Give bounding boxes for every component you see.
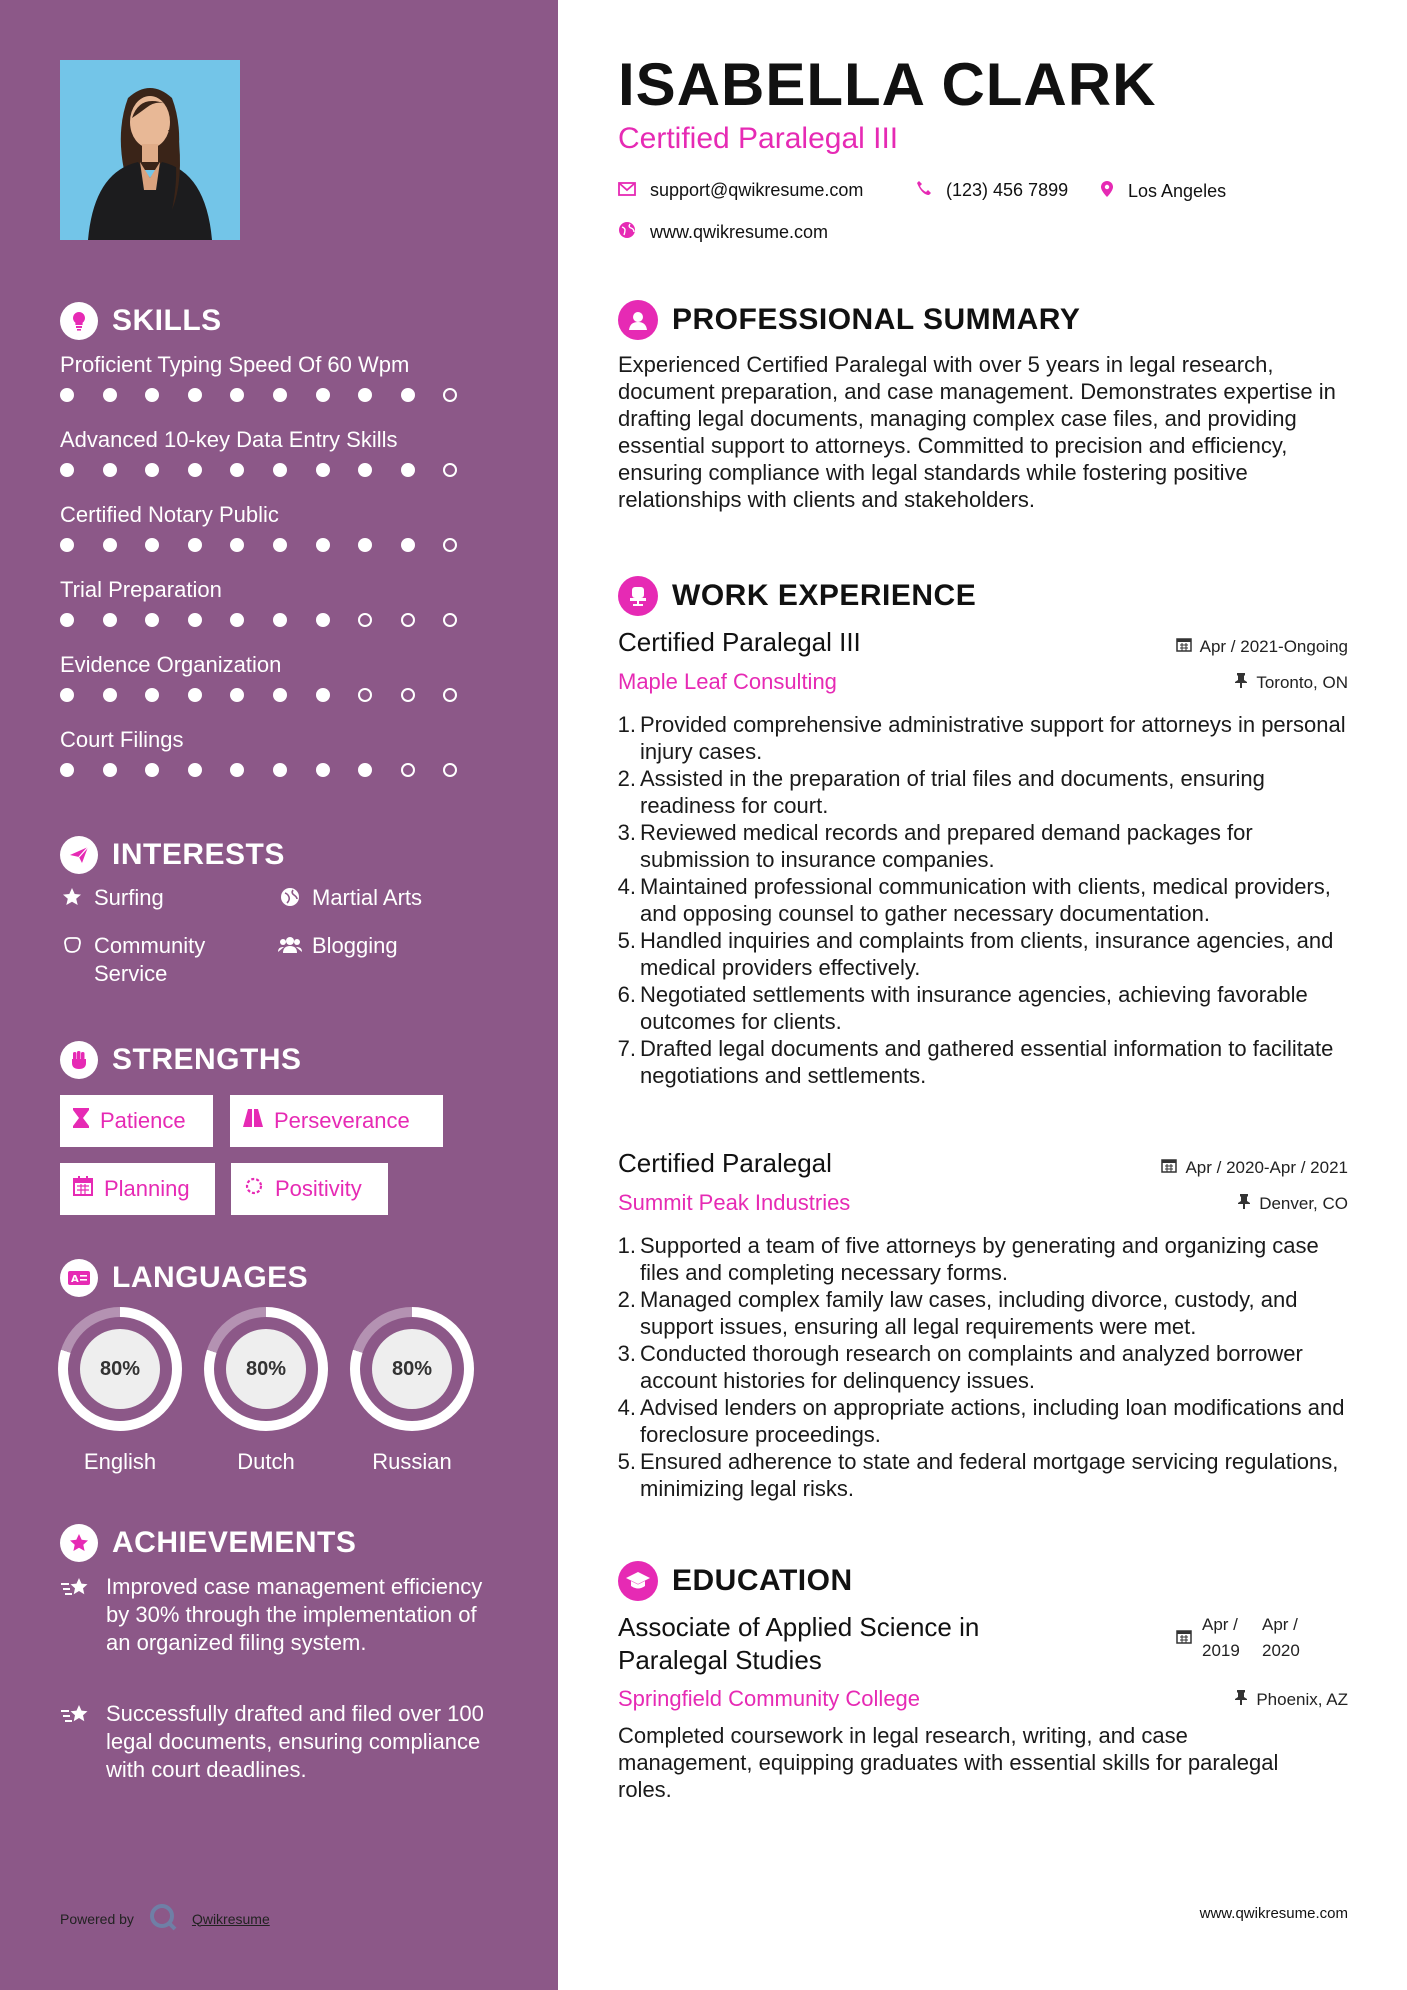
summary-heading <box>618 300 1080 340</box>
rating-dot-filled <box>145 688 159 702</box>
strength-chip-planning <box>60 1163 215 1215</box>
pushpin-icon <box>1234 1689 1248 1710</box>
globe-icon <box>278 884 302 912</box>
rating-dot-empty <box>443 763 457 777</box>
work-experience-heading <box>618 576 976 616</box>
education-heading <box>618 1561 853 1601</box>
shooting-star-icon <box>60 1573 94 1657</box>
duty-number: 1. <box>617 712 636 737</box>
duty-item <box>612 1448 1362 1502</box>
phone-text: (123) 456 7899 <box>946 180 1069 200</box>
star-icon <box>60 884 84 912</box>
strength-label: Perseverance <box>274 1108 410 1133</box>
rating-dot-empty <box>443 538 457 552</box>
duty-number: 5. <box>617 1449 636 1474</box>
calendar-icon <box>72 1175 94 1203</box>
rating-dot-filled <box>273 688 287 702</box>
road-icon <box>242 1108 264 1134</box>
duty-item <box>612 765 1362 819</box>
duty-item <box>612 873 1362 927</box>
briefcase-chair-icon <box>618 576 658 616</box>
duty-item <box>612 1232 1362 1286</box>
degree-title: Associate of Applied Science in Paralegal Studies <box>618 1612 980 1675</box>
rating-dot-filled <box>358 463 372 477</box>
rating-dot-filled <box>401 388 415 402</box>
rating-dot-empty <box>358 688 372 702</box>
company-name: Summit Peak Industries <box>618 1190 851 1215</box>
rating-dot-filled <box>188 538 202 552</box>
skill-name: Advanced 10-key Data Entry Skills <box>60 427 398 452</box>
calendar-icon <box>1161 1157 1177 1178</box>
duty-item <box>612 1286 1362 1340</box>
rating-dot-filled <box>230 463 244 477</box>
hand-icon <box>60 932 84 988</box>
rating-dot-filled <box>60 613 74 627</box>
language-name: English <box>83 1449 157 1474</box>
language-progress-ring <box>350 1307 474 1431</box>
website-contact[interactable] <box>618 221 828 244</box>
sidebar <box>0 0 558 1990</box>
duty-item <box>612 819 1362 873</box>
job-dates <box>1161 1157 1348 1178</box>
education-location-text: Phoenix, AZ <box>1256 1689 1348 1709</box>
rating-dot-filled <box>230 763 244 777</box>
achievement-item <box>60 1573 490 1657</box>
skill-name: Court Filings <box>60 727 184 752</box>
skill-rating <box>60 538 500 552</box>
calendar-icon <box>1176 636 1192 657</box>
skill-row <box>60 652 500 702</box>
duty-text: Conducted thorough research on complaints and analyzed borrower account histories for delinquency issues. <box>640 1341 1303 1393</box>
language-item <box>58 1307 182 1475</box>
education-title: EDUCATION <box>672 1564 853 1597</box>
job-dates-text: Apr / 2021-Ongoing <box>1199 636 1348 656</box>
medal-star-icon <box>60 1524 98 1562</box>
interest-blogging <box>278 932 398 960</box>
language-icon <box>60 1259 98 1297</box>
interest-martial-arts <box>278 884 422 912</box>
interests-heading <box>60 836 285 874</box>
duty-number: 6. <box>617 982 636 1007</box>
skill-row <box>60 577 500 627</box>
duty-number: 1. <box>617 1233 636 1258</box>
duty-text: Maintained professional communication with clients, medical providers, and opposing counsel to gather necessary documentation. <box>640 874 1331 926</box>
skill-row <box>60 427 500 477</box>
phone-icon <box>916 180 932 201</box>
duty-text: Provided comprehensive administrative support for attorneys in personal injury cases. <box>640 712 1346 764</box>
achievements-heading <box>60 1524 356 1562</box>
hourglass-icon <box>72 1107 90 1135</box>
achievement-text: Successfully drafted and filed over 100 legal documents, ensuring compliance with court deadlines. <box>106 1701 484 1782</box>
duty-text: Negotiated settlements with insurance agencies, achieving favorable outcomes for clients. <box>640 982 1308 1034</box>
rating-dot-filled <box>401 538 415 552</box>
rating-dot-filled <box>316 388 330 402</box>
rating-dot-filled <box>230 538 244 552</box>
duty-text: Handled inquiries and complaints from clients, insurance agencies, and medical providers effectively. <box>640 928 1334 980</box>
users-icon <box>278 932 302 960</box>
school-name: Springfield Community College <box>618 1686 921 1711</box>
duty-item <box>612 927 1362 981</box>
education-description: Completed coursework in legal research, writing, and case management, equipping graduates with essential skills for paralegal roles. <box>618 1723 1279 1802</box>
rating-dot-filled <box>145 463 159 477</box>
rating-dot-filled <box>401 463 415 477</box>
duty-item <box>612 981 1362 1035</box>
language-item <box>350 1307 474 1475</box>
rating-dot-filled <box>316 463 330 477</box>
skill-row <box>60 502 500 552</box>
rating-dot-empty <box>443 688 457 702</box>
rating-dot-filled <box>60 538 74 552</box>
rating-dot-filled <box>188 463 202 477</box>
powered-by <box>60 1902 270 1935</box>
rating-dot-empty <box>401 763 415 777</box>
shooting-star-icon <box>60 1700 94 1784</box>
rating-dot-filled <box>103 613 117 627</box>
lightbulb-icon <box>60 302 98 340</box>
summary-title: PROFESSIONAL SUMMARY <box>672 303 1081 336</box>
job-location-text: Toronto, ON <box>1256 672 1348 692</box>
language-percent: 80% <box>80 1329 160 1409</box>
email-text: support@qwikresume.com <box>650 180 864 200</box>
company-name: Maple Leaf Consulting <box>618 669 837 694</box>
rating-dot-filled <box>60 763 74 777</box>
interest-label: Blogging <box>312 933 398 958</box>
rating-dot-filled <box>230 688 244 702</box>
skill-rating <box>60 388 500 402</box>
job-title: Certified Paralegal <box>618 1148 832 1178</box>
job-dates <box>1176 636 1348 657</box>
interest-label: Surfing <box>94 885 164 910</box>
strengths-heading <box>60 1041 302 1079</box>
footer-website[interactable]: www.qwikresume.com <box>1199 1905 1348 1922</box>
candidate-role: Certified Paralegal III <box>618 122 899 155</box>
rating-dot-filled <box>103 688 117 702</box>
interest-surfing <box>60 884 164 912</box>
education-start-date: Apr / 2019 <box>1202 1615 1240 1660</box>
duty-number: 2. <box>617 1287 636 1312</box>
duty-text: Reviewed medical records and prepared demand packages for submission to insurance companies. <box>640 820 1253 872</box>
strength-chip-positivity <box>231 1163 388 1215</box>
rating-dot-filled <box>273 388 287 402</box>
rating-dot-filled <box>273 613 287 627</box>
language-percent: 80% <box>226 1329 306 1409</box>
duty-number: 5. <box>617 928 636 953</box>
phone-contact[interactable] <box>916 180 1068 201</box>
candidate-name: ISABELLA CLARK <box>618 51 1157 118</box>
language-name: Dutch <box>237 1449 295 1474</box>
rating-dot-filled <box>316 613 330 627</box>
skill-name: Proficient Typing Speed Of 60 Wpm <box>60 352 410 377</box>
rating-dot-filled <box>103 538 117 552</box>
job-location <box>1237 1193 1348 1214</box>
rating-dot-filled <box>316 688 330 702</box>
rating-dot-filled <box>145 763 159 777</box>
rating-dot-filled <box>230 613 244 627</box>
duty-text: Managed complex family law cases, including divorce, custody, and support issues, ensuring all legal requirements were met. <box>640 1287 1298 1339</box>
rating-dot-empty <box>443 463 457 477</box>
skill-name: Evidence Organization <box>60 652 282 677</box>
duty-text: Drafted legal documents and gathered essential information to facilitate negotiations and settlements. <box>640 1036 1334 1088</box>
rating-dot-filled <box>358 763 372 777</box>
rating-dot-filled <box>145 613 159 627</box>
job-duties-list <box>612 711 1362 1089</box>
rating-dot-filled <box>188 613 202 627</box>
skill-rating <box>60 763 500 777</box>
rating-dot-filled <box>103 388 117 402</box>
skill-row <box>60 727 500 777</box>
rating-dot-filled <box>103 463 117 477</box>
powered-by-label: Powered by <box>60 1910 134 1927</box>
skills-heading <box>60 302 222 340</box>
achievements-title: ACHIEVEMENTS <box>112 1526 357 1559</box>
map-pin-icon <box>1100 180 1114 203</box>
duty-number: 4. <box>617 1395 636 1420</box>
job-dates-text: Apr / 2020-Apr / 2021 <box>1185 1157 1348 1177</box>
duty-item <box>612 1035 1362 1089</box>
rating-dot-filled <box>60 388 74 402</box>
rating-dot-filled <box>145 538 159 552</box>
duty-number: 3. <box>617 1341 636 1366</box>
interest-community-service <box>60 932 260 988</box>
skill-name: Trial Preparation <box>60 577 222 602</box>
language-percent: 80% <box>372 1329 452 1409</box>
interests-title: INTERESTS <box>112 838 285 871</box>
pushpin-icon <box>1234 672 1248 693</box>
skill-rating <box>60 688 500 702</box>
envelope-icon <box>618 180 636 201</box>
languages-title: LANGUAGES <box>112 1261 309 1294</box>
rating-dot-empty <box>401 688 415 702</box>
rating-dot-filled <box>273 463 287 477</box>
language-item <box>204 1307 328 1475</box>
calendar-icon <box>1176 1612 1192 1664</box>
duty-text: Ensured adherence to state and federal mortgage servicing regulations, minimizing legal risks. <box>640 1449 1339 1501</box>
rating-dot-filled <box>316 538 330 552</box>
rating-dot-filled <box>273 538 287 552</box>
website-text: www.qwikresume.com <box>650 222 829 242</box>
achievement-item <box>60 1700 490 1784</box>
skill-row <box>60 352 500 402</box>
rating-dot-filled <box>188 388 202 402</box>
skill-rating <box>60 613 500 627</box>
duty-text: Assisted in the preparation of trial files and documents, ensuring readiness for court. <box>640 766 1265 818</box>
skill-name: Certified Notary Public <box>60 502 279 527</box>
fist-icon <box>60 1041 98 1079</box>
location-contact <box>1100 180 1226 203</box>
rating-dot-empty <box>443 388 457 402</box>
strength-label: Patience <box>100 1108 186 1133</box>
rating-dot-filled <box>316 763 330 777</box>
work-experience-title: WORK EXPERIENCE <box>672 579 977 612</box>
language-progress-ring <box>204 1307 328 1431</box>
svg-text:A: A <box>71 1274 79 1285</box>
strength-chip-patience <box>60 1095 213 1147</box>
job-location-text: Denver, CO <box>1259 1193 1348 1213</box>
duty-item <box>612 1394 1362 1448</box>
pushpin-icon <box>1237 1193 1251 1214</box>
duty-text: Advised lenders on appropriate actions, including loan modifications and foreclosure proceedings. <box>640 1395 1345 1447</box>
email-contact[interactable] <box>618 180 863 201</box>
achievement-text: Improved case management efficiency by 30% through the implementation of an organized filing system. <box>106 1574 483 1655</box>
duty-number: 4. <box>617 874 636 899</box>
sun-icon <box>243 1175 265 1203</box>
rating-dot-filled <box>188 688 202 702</box>
rating-dot-empty <box>443 613 457 627</box>
graduation-cap-icon <box>618 1561 658 1601</box>
education-end-date: Apr / 2020 <box>1262 1615 1300 1660</box>
job-location <box>1234 672 1348 693</box>
strength-label: Positivity <box>275 1176 362 1201</box>
location-text: Los Angeles <box>1128 181 1227 201</box>
qwikresume-logo-icon <box>148 1902 178 1935</box>
rating-dot-filled <box>188 763 202 777</box>
education-location <box>1234 1689 1348 1710</box>
user-icon <box>618 300 658 340</box>
duty-item <box>612 1340 1362 1394</box>
rating-dot-filled <box>103 763 117 777</box>
job-duties-list <box>612 1232 1362 1502</box>
language-name: Russian <box>372 1449 452 1474</box>
rating-dot-empty <box>358 613 372 627</box>
duty-item <box>612 711 1362 765</box>
globe-icon <box>618 221 636 244</box>
strength-label: Planning <box>104 1176 190 1201</box>
duty-number: 3. <box>617 820 636 845</box>
rating-dot-filled <box>358 538 372 552</box>
duty-number: 2. <box>617 766 636 791</box>
rating-dot-filled <box>230 388 244 402</box>
duty-number: 7. <box>617 1036 636 1061</box>
job-title: Certified Paralegal III <box>618 627 861 657</box>
skill-rating <box>60 463 500 477</box>
brand-link[interactable]: Qwikresume <box>191 1910 270 1927</box>
rating-dot-filled <box>60 463 74 477</box>
strength-chip-perseverance <box>230 1095 443 1147</box>
interest-label: Martial Arts <box>312 885 423 910</box>
strengths-title: STRENGTHS <box>112 1043 302 1076</box>
profile-photo <box>60 60 240 240</box>
paper-plane-icon <box>60 836 98 874</box>
interest-label: Community Service <box>94 933 206 986</box>
rating-dot-filled <box>60 688 74 702</box>
summary-text: Experienced Certified Paralegal with over 5 years in legal research, document preparation, and case management. Demonstrates expertise in drafting legal documents, managing complex case files, and providing essential support to attorneys. Committed to precision and efficiency, ensuring compliance with legal standards while fostering positive relationships with clients and stakeholders. <box>618 352 1336 512</box>
languages-heading <box>60 1259 308 1297</box>
rating-dot-empty <box>401 613 415 627</box>
duty-text: Supported a team of five attorneys by generating and organizing case files and completing necessary forms. <box>640 1233 1319 1285</box>
language-progress-ring <box>58 1307 182 1431</box>
rating-dot-filled <box>358 388 372 402</box>
skills-title: SKILLS <box>112 304 222 337</box>
rating-dot-filled <box>145 388 159 402</box>
rating-dot-filled <box>273 763 287 777</box>
education-dates <box>1176 1612 1312 1664</box>
